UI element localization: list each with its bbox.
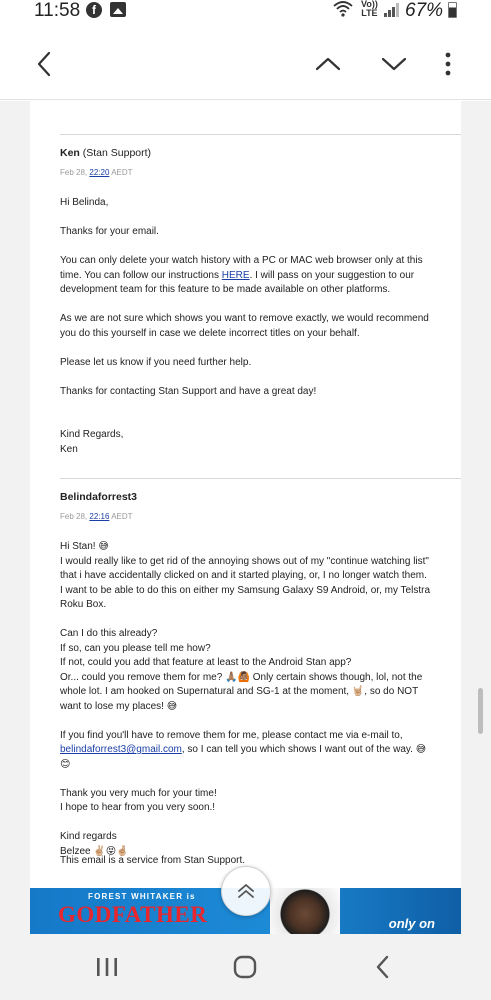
paragraph-text: , so I can tell you which shows I want out of the way. 😅😊 bbox=[60, 744, 427, 770]
paragraph-text: If so, can you please tell me how? bbox=[60, 642, 211, 654]
paragraph-text: Or... could you remove them for me? 🙏🏽🙆🏽 Only certain shows though, lol, not the whole lot. I am hooked on Supernatural and SG-1 at the moment, 🤘🏼, so do NOT want to lose my places! 😅 bbox=[60, 671, 423, 712]
signature: Belzee ✌🏼😝🤞🏼 bbox=[60, 845, 129, 857]
paragraph: Thanks for contacting Stan Support and have a great day! bbox=[60, 385, 317, 397]
signoff: Kind regards bbox=[60, 831, 117, 842]
paragraph-text: I want to be able to do this on either my Samsung Galaxy S9 Android, or, my Telstra Roku Box. bbox=[60, 584, 431, 610]
message-timezone: AEDT bbox=[111, 167, 133, 177]
message-timezone: AEDT bbox=[111, 511, 133, 521]
more-vert-icon bbox=[444, 52, 452, 76]
facebook-icon: f bbox=[86, 2, 102, 18]
system-back-button[interactable] bbox=[366, 950, 400, 984]
message-divider bbox=[60, 478, 461, 479]
support-reply bbox=[60, 146, 432, 457]
sender-role: (Stan Support) bbox=[82, 147, 152, 159]
volte-line1: Vo)) bbox=[361, 0, 378, 9]
greeting: Hi Stan! 😅 bbox=[60, 541, 109, 552]
message-timestamp bbox=[60, 510, 432, 525]
message-date: Feb 28, bbox=[60, 511, 88, 521]
recent-apps-icon bbox=[95, 956, 119, 978]
signal-icon bbox=[384, 3, 400, 17]
page-margin-right bbox=[461, 101, 491, 934]
signature: Ken bbox=[60, 443, 78, 455]
paragraph: Please let us know if you need further help. bbox=[60, 356, 252, 368]
battery-percent: 67% bbox=[405, 0, 444, 21]
paragraph-text: Thank you very much for your time! bbox=[60, 787, 217, 799]
wifi-icon bbox=[333, 0, 353, 21]
double-chevron-up-icon bbox=[235, 883, 257, 899]
paragraph-text: If you find you'll have to remove them for me, please contact me via e-mail to, bbox=[60, 729, 403, 741]
gallery-icon bbox=[110, 2, 126, 17]
status-time: 11:58 bbox=[34, 0, 81, 21]
message-timestamp bbox=[60, 166, 432, 181]
message-time-link[interactable]: 22:20 bbox=[89, 167, 110, 177]
battery-icon bbox=[448, 2, 457, 18]
chevron-down-icon bbox=[380, 55, 408, 73]
volte-indicator bbox=[361, 0, 378, 18]
banner-portrait bbox=[270, 888, 340, 934]
banner-cta: only on bbox=[388, 916, 435, 931]
previous-message-button[interactable] bbox=[308, 44, 348, 84]
banner-title: GODFATHER bbox=[58, 902, 208, 927]
app-toolbar bbox=[0, 24, 491, 100]
sender-name: Belindaforrest3 bbox=[60, 491, 138, 503]
sender-line bbox=[60, 146, 432, 161]
more-options-button[interactable] bbox=[428, 44, 468, 84]
status-bar bbox=[0, 0, 491, 24]
paragraph-instructions bbox=[60, 254, 432, 298]
scrollbar-thumb[interactable] bbox=[478, 688, 483, 734]
banner-tagline: FOREST WHITAKER is bbox=[88, 892, 196, 901]
paragraph-text: Can I do this already? bbox=[60, 628, 158, 639]
email-address-link[interactable]: belindaforrest3@gmail.com bbox=[60, 744, 182, 755]
paragraph-text: I would really like to get rid of the annoying shows out of my "continue watching list" that i have accidentally clicked on and it started playing, or, I no longer watch them. bbox=[60, 555, 429, 581]
instructions-link[interactable]: HERE bbox=[221, 269, 250, 281]
system-navigation-bar bbox=[0, 934, 491, 1000]
message-divider bbox=[60, 134, 461, 135]
signoff: Kind Regards, bbox=[60, 429, 124, 440]
paragraph-questions bbox=[60, 627, 432, 714]
paragraph-intro bbox=[60, 540, 432, 613]
paragraph: As we are not sure which shows you want to remove exactly, we would recommend you do this yourself in case we delete incorrect titles on your behalf. bbox=[60, 313, 429, 339]
footer-note: This email is a service from Stan Support. bbox=[60, 855, 246, 866]
paragraph-email bbox=[60, 729, 432, 773]
back-button[interactable] bbox=[24, 44, 64, 84]
scroll-to-top-button[interactable] bbox=[221, 866, 271, 916]
paragraph-text: If not, could you add that feature at least to the Android Stan app? bbox=[60, 657, 352, 668]
message-date: Feb 28, bbox=[60, 167, 88, 177]
sender-name: Ken bbox=[60, 147, 80, 159]
greeting: Hi Belinda, bbox=[60, 197, 109, 208]
chevron-up-icon bbox=[314, 55, 342, 73]
home-icon bbox=[232, 954, 258, 980]
paragraph: Thanks for your email. bbox=[60, 226, 159, 237]
next-message-button[interactable] bbox=[374, 44, 414, 84]
recent-apps-button[interactable] bbox=[90, 950, 124, 984]
paragraph-text: . I will pass on your suggestion to our development team for this feature to be made available on other platforms. bbox=[60, 269, 415, 295]
email-body[interactable] bbox=[30, 101, 461, 934]
volte-line2: LTE bbox=[361, 8, 378, 18]
home-button[interactable] bbox=[228, 950, 262, 984]
message-time-link[interactable]: 22:16 bbox=[89, 511, 110, 521]
back-icon bbox=[374, 955, 392, 979]
paragraph-text: I hope to hear from you very soon.! bbox=[60, 802, 216, 813]
chevron-left-icon bbox=[34, 50, 54, 78]
customer-message bbox=[60, 490, 432, 859]
page-margin-left bbox=[0, 101, 30, 934]
paragraph-text: You can only delete your watch history with a PC or MAC web browser only at this time. You can follow our instructions bbox=[60, 255, 423, 281]
paragraph-thanks bbox=[60, 787, 432, 816]
